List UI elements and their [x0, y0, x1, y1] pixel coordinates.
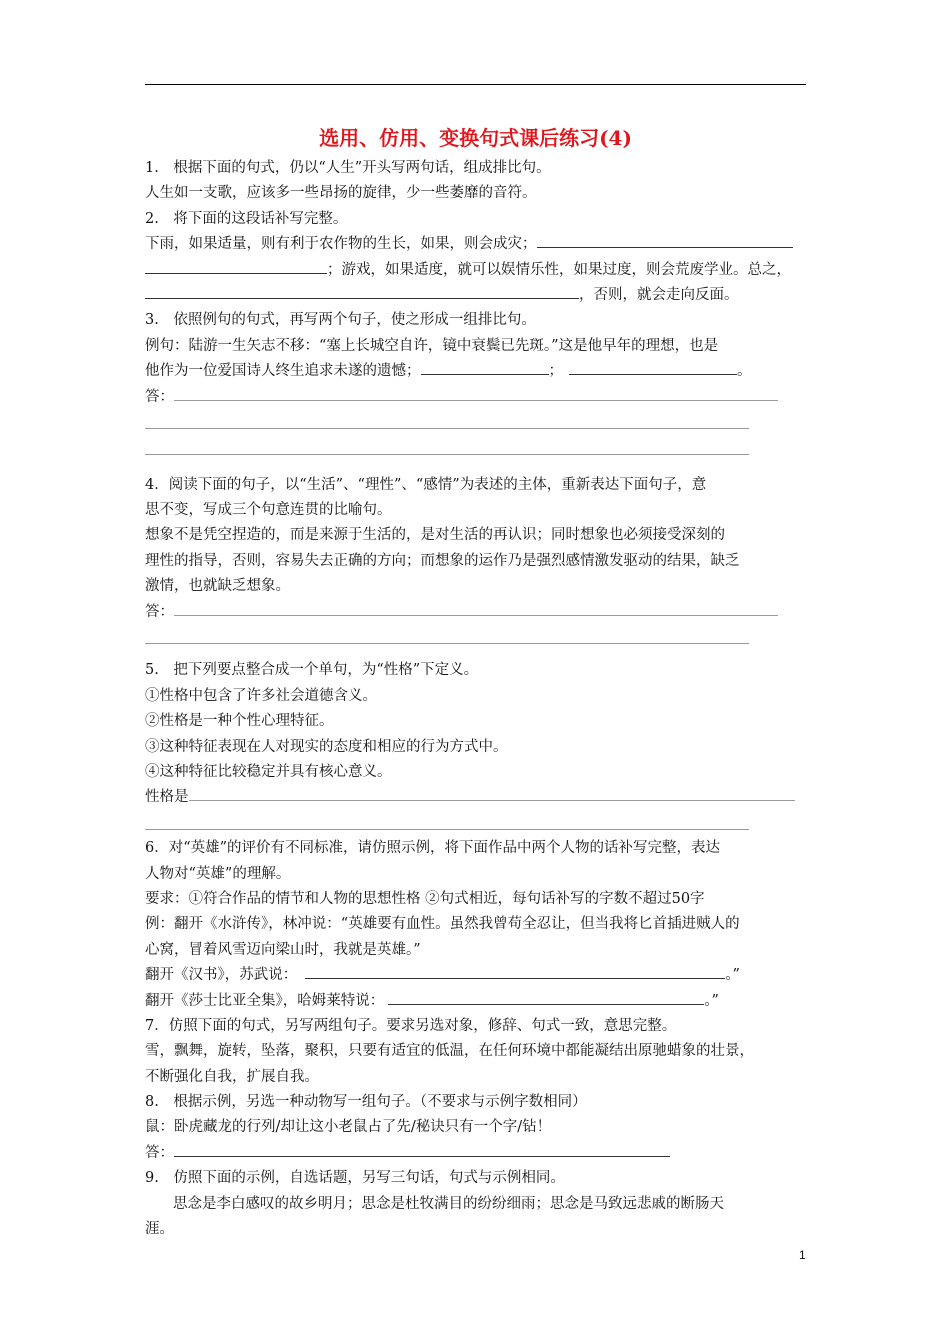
q2-prompt: 2. 将下面的这段话补写完整。	[145, 210, 348, 227]
q4-text-1: 想象不是凭空捏造的，而是来源于生活的，是对生活的再认识；同时想象也必须接受深刻的	[145, 527, 725, 544]
q4-prompt-1: 4．阅读下面的句子，以“生活”、“理性”、“感情”为表述的主体，重新表达下面句子，意	[145, 476, 707, 493]
q4-text-3: 激情，也就缺乏想象。	[145, 578, 290, 595]
q6-fill-1-end: 。”	[725, 967, 740, 984]
q2-blank-3[interactable]	[145, 283, 579, 299]
q2-line3-text: ，否则，就会走向反面。	[579, 286, 739, 303]
q4-answer-line-2[interactable]	[145, 625, 806, 650]
q3-line2	[145, 359, 806, 384]
q6-blank-2[interactable]	[388, 989, 704, 1005]
q5-point-1: ①性格中包含了许多社会道德含义。	[145, 687, 377, 704]
q2-line2	[145, 258, 806, 283]
q4-answer-label: 答：	[145, 603, 174, 620]
q3-blank-2[interactable]	[569, 359, 737, 375]
q9-prompt: 9. 仿照下面的示例，自选话题，另写三句话，句式与示例相同。	[145, 1170, 565, 1187]
q5-answer	[145, 785, 806, 810]
q3-blank-1[interactable]	[421, 359, 549, 375]
q8-example: 鼠：卧虎藏龙的行列/却让这小老鼠占了先/秘诀只有一个字/钻！	[145, 1119, 552, 1136]
q6-fill-2	[145, 989, 806, 1014]
q3-answer-line-2[interactable]	[145, 410, 806, 435]
q1-example: 人生如一支歌，应该多一些昂扬的旋律，少一些萎靡的音符。	[145, 185, 537, 202]
q3-prompt: 3. 依照例句的句式，再写两个句子，使之形成一组排比句。	[145, 312, 536, 329]
exercise-content	[145, 156, 806, 1242]
q6-requirement: 要求：①符合作品的情节和人物的思想性格 ②句式相近，每句话补写的字数不超过50字	[145, 890, 705, 907]
q6-prompt-2: 人物对“英雄”的理解。	[145, 865, 291, 882]
q8-answer-line[interactable]	[174, 1141, 670, 1157]
q3-line2-text: 他作为一位爱国诗人终生追求未遂的遗憾；	[145, 363, 421, 380]
q2-blank-2[interactable]	[145, 258, 327, 274]
q6-example-1: 例：翻开《水浒传》，林冲说：“英雄要有血性。虽然我曾苟全忍让，但当我将匕首插进贼人的	[145, 916, 740, 933]
q3-semicolon: ；	[548, 363, 563, 380]
q5-point-4: ④这种特征比较稳定并具有核心意义。	[145, 763, 392, 780]
q6-blank-1[interactable]	[305, 963, 725, 979]
q3-answer	[145, 385, 806, 410]
q2-line3	[145, 283, 806, 308]
q8-answer	[145, 1141, 806, 1166]
q8-prompt: 8. 根据示例，另选一种动物写一组句子。（不要求与示例字数相同）	[145, 1094, 587, 1111]
header-rule	[145, 84, 806, 85]
q3-line1: 例句：陆游一生矢志不移：“塞上长城空自许，镜中衰鬓已先斑。”这是他早年的理想，也是	[145, 337, 719, 354]
q6-fill-1	[145, 963, 806, 988]
q6-fill-2-label: 翻开《莎士比亚全集》，哈姆莱特说：	[145, 992, 385, 1009]
q3-answer-line-3[interactable]	[145, 435, 806, 460]
q4-text-2: 理性的指导，否则，容易失去正确的方向；而想象的运作乃是强烈感情激发驱动的结果，缺乏	[145, 552, 740, 569]
q6-prompt-1: 6．对“英雄”的评价有不同标准，请仿照示例，将下面作品中两个人物的话补写完整，表达	[145, 840, 721, 857]
q3-period: 。	[737, 363, 752, 380]
q4-prompt-2: 思不变，写成三个句意连贯的比喻句。	[145, 502, 392, 519]
q4-answer	[145, 600, 806, 625]
q9-text-2: 涯。	[145, 1221, 174, 1238]
q5-answer-line-2[interactable]	[145, 811, 806, 836]
page-title: 选用、仿用、变换句式课后练习(4)	[319, 126, 632, 150]
q2-blank-1[interactable]	[537, 232, 793, 248]
q2-line1-text: 下雨，如果适量，则有利于农作物的生长，如果，则会成灾；	[145, 236, 537, 253]
q3-answer-line-1[interactable]	[174, 385, 778, 401]
page-number: 1	[799, 1248, 806, 1262]
q4-answer-line-1[interactable]	[174, 600, 778, 616]
q6-fill-2-end: 。”	[704, 992, 719, 1009]
q6-example-2: 心窝，冒着风雪迈向梁山时，我就是英雄。”	[145, 941, 421, 958]
q6-fill-1-label: 翻开《汉书》，苏武说：	[145, 967, 298, 984]
q7-prompt: 7．仿照下面的句式，另写两组句子。要求另选对象，修辞、句式一致，意思完整。	[145, 1017, 677, 1034]
q3-answer-label: 答：	[145, 388, 174, 405]
q5-answer-label: 性格是	[145, 789, 189, 806]
q5-answer-line-1[interactable]	[189, 785, 795, 801]
q8-answer-label: 答：	[145, 1144, 174, 1161]
q5-point-3: ③这种特征表现在人对现实的态度和相应的行为方式中。	[145, 738, 508, 755]
q7-text-1: 雪，飘舞，旋转，坠落，聚积，只要有适宜的低温，在任何环境中都能凝结出原驰蜡象的壮景，	[145, 1043, 754, 1060]
q2-line1	[145, 232, 806, 257]
q5-point-2: ②性格是一种个性心理特征。	[145, 713, 334, 730]
q9-text-1: 思念是李白感叹的故乡明月；思念是杜牧满目的纷纷细雨；思念是马致远悲戚的断肠天	[173, 1195, 724, 1212]
q1-prompt: 1. 根据下面的句式，仍以“人生”开头写两句话，组成排比句。	[145, 160, 551, 176]
q2-line2-text: ；游戏，如果适度，就可以娱情乐性，如果过度，则会荒废学业。总之，	[327, 261, 791, 278]
q5-prompt: 5. 把下列要点整合成一个单句，为“性格”下定义。	[145, 662, 479, 679]
q7-text-2: 不断强化自我，扩展自我。	[145, 1068, 319, 1085]
